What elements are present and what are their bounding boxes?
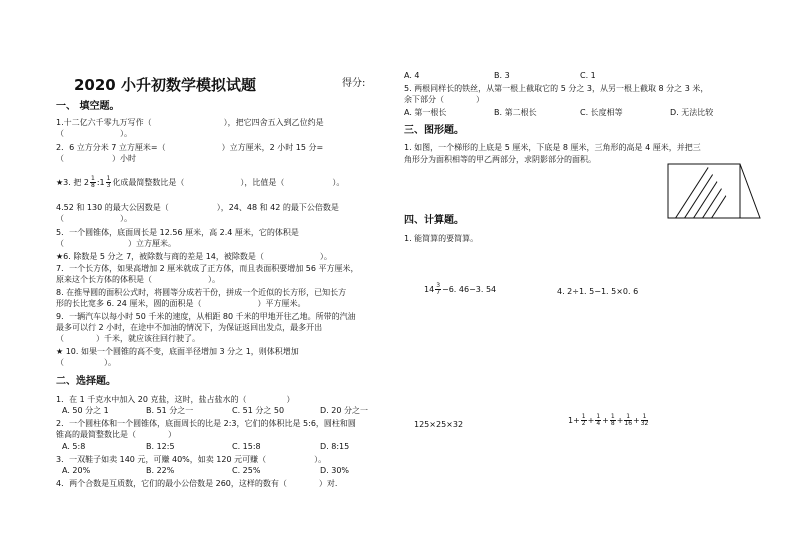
choice-q5-option: B. 第二根长 xyxy=(494,108,537,117)
choice-q2-line1: 2．一个圆柱体和一个圆锥体，底面周长的比是 2:3，它们的体积比是 5:6，圆柱和圆 xyxy=(56,419,356,428)
fraction: $\frac{1}{32}$ xyxy=(640,413,649,427)
fill-q5-line2: （ ）立方厘米。 xyxy=(56,239,176,248)
choice-q1-option: C. 51 分之 50 xyxy=(232,406,285,415)
fill-q8-line2: 形的长比宽多 6. 24 厘米，圆的面积是（ ）平方厘米。 xyxy=(56,299,306,308)
fraction: $\frac{1}{8}$ xyxy=(90,175,95,189)
choice-q2-option: D. 8:15 xyxy=(320,442,350,451)
choice-q4-option: B. 3 xyxy=(494,71,510,80)
fill-q6: ★6. 除数是 5 分之 7，被除数与商的差是 14，被除数是（ ）。 xyxy=(56,252,332,261)
fraction: $\frac{1}{16}$ xyxy=(624,413,633,427)
section-figure-heading: 三、图形题。 xyxy=(404,125,464,136)
fraction: $\frac{1}{8}$ xyxy=(610,413,615,427)
choice-q3-option: D. 30% xyxy=(320,466,350,475)
choice-q3-option: A. 20% xyxy=(62,466,91,475)
calc-expr-2: 4. 2÷1. 5−1. 5×0. 6 xyxy=(557,287,639,296)
fill-q1-line1: 1.十二亿六千零九万写作（ ），把它四舍五入到乙位约是 xyxy=(56,118,324,127)
choice-q4: 4．两个合数是互质数，它们的最小公倍数是 260，这样的数有（ ）对. xyxy=(56,479,338,488)
section-fill-heading: 一、 填空题。 xyxy=(56,101,120,112)
fraction: $\frac{1}{4}$ xyxy=(596,413,601,427)
choice-q5-option: A. 第一根长 xyxy=(404,108,447,117)
choice-q3-option: B. 22% xyxy=(146,466,175,475)
score-label: 得分: xyxy=(342,78,366,89)
fill-q2-line1: 2．6 立方分米 7 立方厘米=（ ）立方厘米，2 小时 15 分= xyxy=(56,143,324,152)
fill-q8-line1: 8. 在推导圆的面积公式时，将圆等分成若干份，拼成一个近似的长方形，已知长方 xyxy=(56,288,347,297)
fraction: $\frac{1}{2}$ xyxy=(581,413,586,427)
choice-q4-option: C. 1 xyxy=(580,71,596,80)
choice-q2-line2: 锥高的最简整数比是（ ） xyxy=(56,430,176,439)
figure-q1-line2: 角形分为面积相等的甲乙两部分，求阴影部分的面积。 xyxy=(404,155,596,164)
fill-q2-line2: （ ）小时 xyxy=(56,154,136,163)
choice-q1: 1．在 1 千克水中加入 20 克盐，这时，盐占盐水的（ ） xyxy=(56,395,295,404)
calc-expr-1: 14 $\frac{3}{7}$ −6. 46−3. 54 xyxy=(424,282,497,296)
fill-q7-line1: 7．一个长方体，如果高增加 2 厘米就成了正方体，而且表面积要增加 56 平方厘米， xyxy=(56,264,359,273)
calc-expr-3: 125×25×32 xyxy=(414,420,464,429)
page-title: 2020 小升初数学模拟试题 xyxy=(74,76,256,94)
choice-q3: 3．一双鞋子如卖 140 元，可赚 40%，如卖 120 元可赚（ ）。 xyxy=(56,455,327,464)
fill-q9-line2: 最多可以行 2 小时，在途中不加油的情况下，为保证返回出发点，最多开出 xyxy=(56,323,323,332)
choice-q2-option: A. 5:8 xyxy=(62,442,86,451)
choice-q5-line1: 5. 两根同样长的铁丝，从第一根上截取它的 5 分之 3，从另一根上截取 8 分之 3 米， xyxy=(404,84,709,93)
choice-q3-option: C. 25% xyxy=(232,466,261,475)
shaded-hatching xyxy=(664,160,749,222)
choice-q1-option: B. 51 分之一 xyxy=(146,406,194,415)
section-calc-heading: 四、计算题。 xyxy=(404,215,464,226)
calc-intro: 1. 能简算的要简算。 xyxy=(404,234,479,243)
choice-q5-option: C. 长度相等 xyxy=(580,108,623,117)
fill-q3: ★3. 把 2 $\frac{1}{8}$ :1 $\frac{1}{3}$ 化成最简整数比是（ ），比值是（ ）。 xyxy=(56,175,345,189)
section-choice-heading: 二、选择题。 xyxy=(56,376,116,387)
trapezoid-outline xyxy=(668,164,760,218)
fraction: $\frac{1}{3}$ xyxy=(106,175,111,189)
fill-q10-line1: ★ 10. 如果一个圆锥的高不变，底面半径增加 3 分之 1，则体积增加 xyxy=(56,347,299,356)
fill-q9-line3: （ ）千米，就应该往回行驶了。 xyxy=(56,334,200,343)
choice-q5-option: D. 无法比较 xyxy=(670,108,714,117)
figure-q1-line1: 1. 如图，一个梯形的上底是 5 厘米，下底是 8 厘米，三角形的高是 4 厘米，并把三 xyxy=(404,143,701,152)
fill-q1-line2: （ ）。 xyxy=(56,129,132,138)
choice-q5-line2: 余下部分（ ） xyxy=(404,95,484,104)
fill-q5-line1: 5．一个圆锥体，底面周长是 12.56 厘米，高 2.4 厘米，它的体积是 xyxy=(56,228,299,237)
fill-q4-line2: （ ）。 xyxy=(56,214,132,223)
choice-q1-option: D. 20 分之一 xyxy=(320,406,368,415)
choice-q4-option: A. 4 xyxy=(404,71,420,80)
fill-q10-line2: （ ）。 xyxy=(56,358,116,367)
fill-q9-line1: 9．一辆汽车以每小时 50 千米的速度，从相距 80 千米的甲地开往乙地。所带的汽油 xyxy=(56,312,356,321)
fraction: $\frac{3}{7}$ xyxy=(436,282,441,296)
fill-q7-line2: 原来这个长方体的体积是（ ）。 xyxy=(56,275,220,284)
calc-expr-4: 1+ $\frac{1}{2}$ + $\frac{1}{4}$ + $\frac{1}{8}$ + $\frac{1}{16}$ + $\frac{1}{32}$ xyxy=(568,413,649,427)
choice-q2-option: C. 15:8 xyxy=(232,442,261,451)
trapezoid-figure xyxy=(664,160,764,222)
choice-q1-option: A. 50 分之 1 xyxy=(62,406,109,415)
choice-q2-option: B. 12:5 xyxy=(146,442,175,451)
fill-q4-line1: 4.52 和 130 的最大公因数是（ ），24、48 和 42 的最下公倍数是 xyxy=(56,203,339,212)
